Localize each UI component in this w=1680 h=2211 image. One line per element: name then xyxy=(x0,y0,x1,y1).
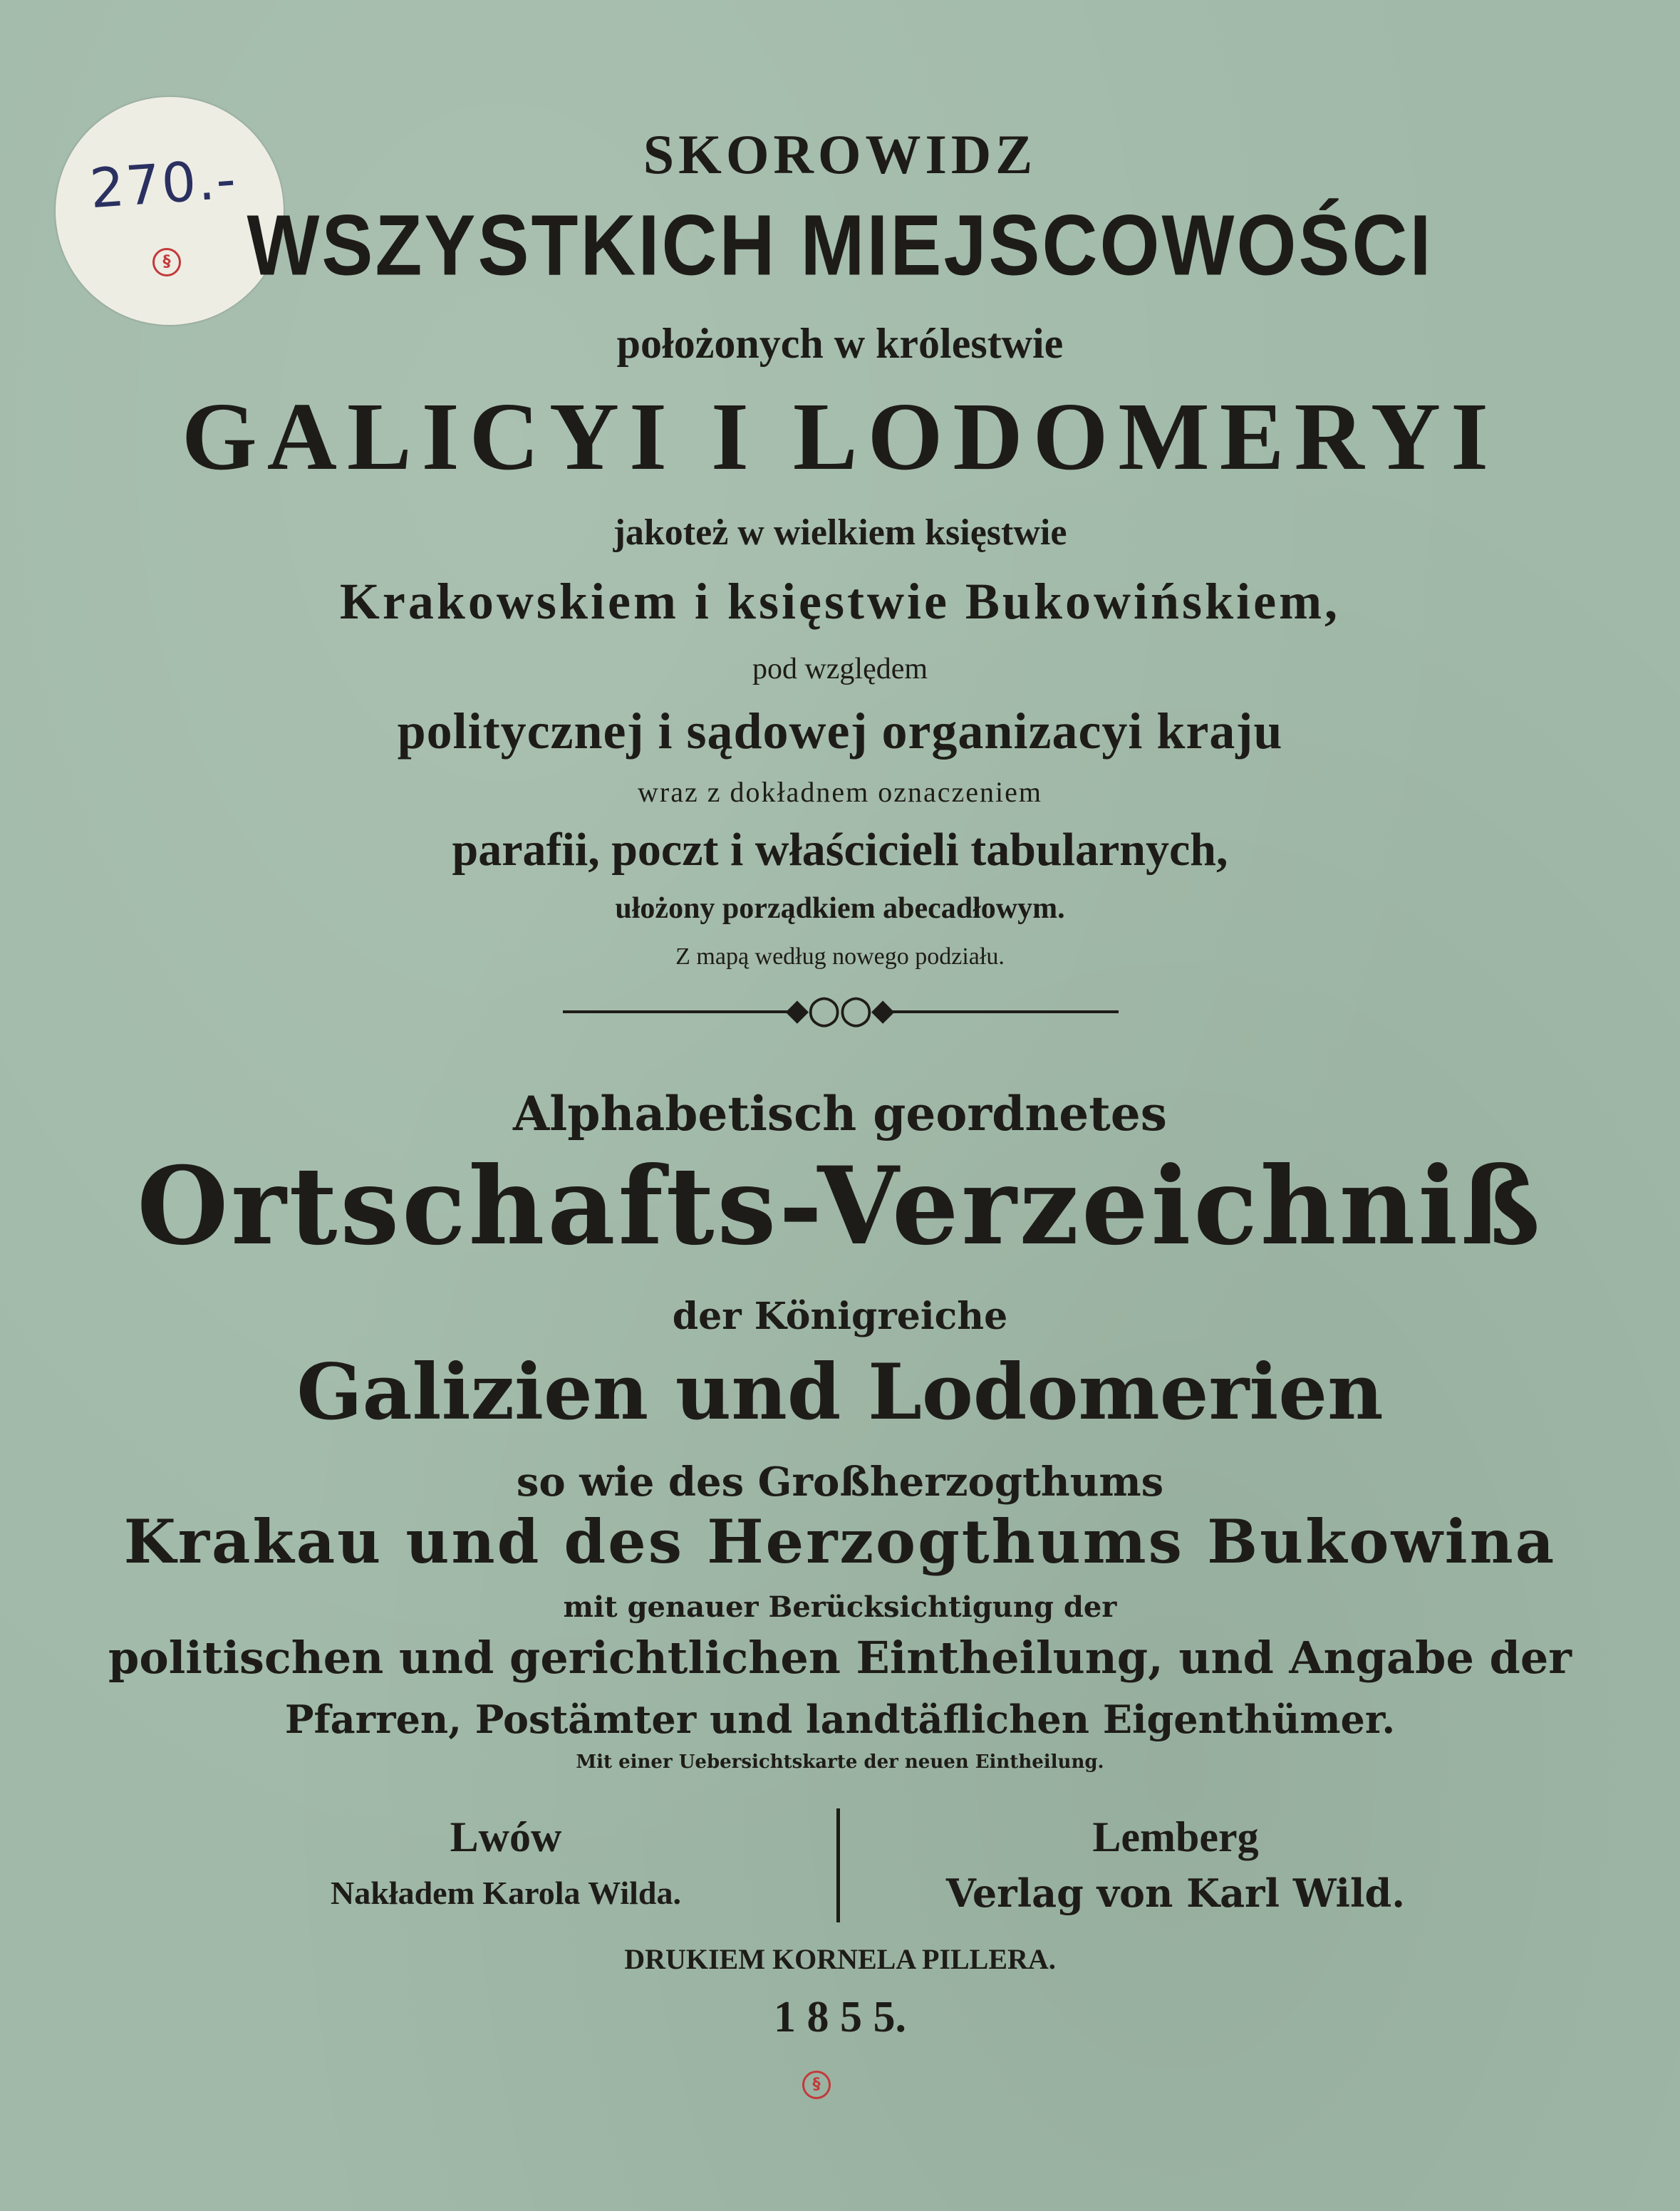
library-stamp-icon-bottom: § xyxy=(802,2071,831,2099)
title-pl-line-6: Krakowskiem i księstwie Bukowińskiem, xyxy=(339,573,1341,630)
title-pl-line-3: położonych w królestwie xyxy=(616,320,1064,367)
title-pl-line-10: parafii, poczt i właścicieli tabularnych, xyxy=(452,824,1228,876)
library-stamp-icon: § xyxy=(152,248,181,276)
printer-line: DRUKIEM KORNELA PILLERA. xyxy=(624,1943,1056,1975)
title-pl-line-1: SKOROWIDZ xyxy=(643,123,1037,185)
title-de-line-5: so wie des Großherzogthums xyxy=(516,1459,1164,1506)
imprint-left-city: Lwów xyxy=(450,1813,562,1860)
title-de-line-8: politischen und gerichtlichen Eintheilung, und Angabe der xyxy=(108,1632,1572,1684)
imprint-right xyxy=(869,1813,1482,1916)
imprint-right-city: Lemberg xyxy=(1092,1813,1259,1860)
title-pl-line-5: jakoteż w wielkiem księstwie xyxy=(613,512,1067,553)
imprint-right-publisher: Verlag von Karl Wild. xyxy=(945,1870,1406,1916)
title-de-line-6: Krakau und des Herzogthums Bukowina xyxy=(123,1506,1557,1577)
title-pl-line-9: wraz z dokładnem oznaczeniem xyxy=(638,776,1042,808)
title-de-line-9: Pfarren, Postämter und landtäflichen Eigenthümer. xyxy=(284,1697,1396,1742)
publication-year: 1 8 5 5. xyxy=(774,1993,906,2041)
title-de-line-1: Alphabetisch geordnetes xyxy=(513,1086,1167,1141)
title-de-line-7: mit genauer Berücksichtigung der xyxy=(563,1590,1117,1624)
title-de-line-2: Ortschafts-Verzeichniß xyxy=(137,1144,1543,1269)
title-pl-line-7: pod względem xyxy=(752,653,928,685)
ornament-icon: ◆◯◯◆ xyxy=(786,994,894,1026)
imprint-left xyxy=(214,1813,798,1911)
title-pl-line-4: GALICYI I LODOMERYI xyxy=(181,383,1499,490)
title-de-line-4: Galizien und Lodomerien xyxy=(296,1347,1384,1437)
title-pl-line-8: politycznej i sądowej organizacyi kraju xyxy=(397,703,1283,760)
imprint-divider xyxy=(836,1808,840,1922)
title-pl-line-2: WSZYSTKICH MIEJSCOWOŚCI xyxy=(247,196,1433,294)
title-de-line-10: Mit einer Uebersichtskarte der neuen Eintheilung. xyxy=(576,1751,1104,1773)
shelf-number: 270.- xyxy=(88,147,239,221)
imprint-left-publisher: Nakładem Karola Wilda. xyxy=(330,1875,682,1911)
title-de-line-3: der Königreiche xyxy=(672,1295,1008,1338)
title-pl-line-12: Z mapą według nowego podziału. xyxy=(675,943,1005,970)
title-pl-line-11: ułożony porządkiem abecadłowym. xyxy=(615,892,1065,925)
